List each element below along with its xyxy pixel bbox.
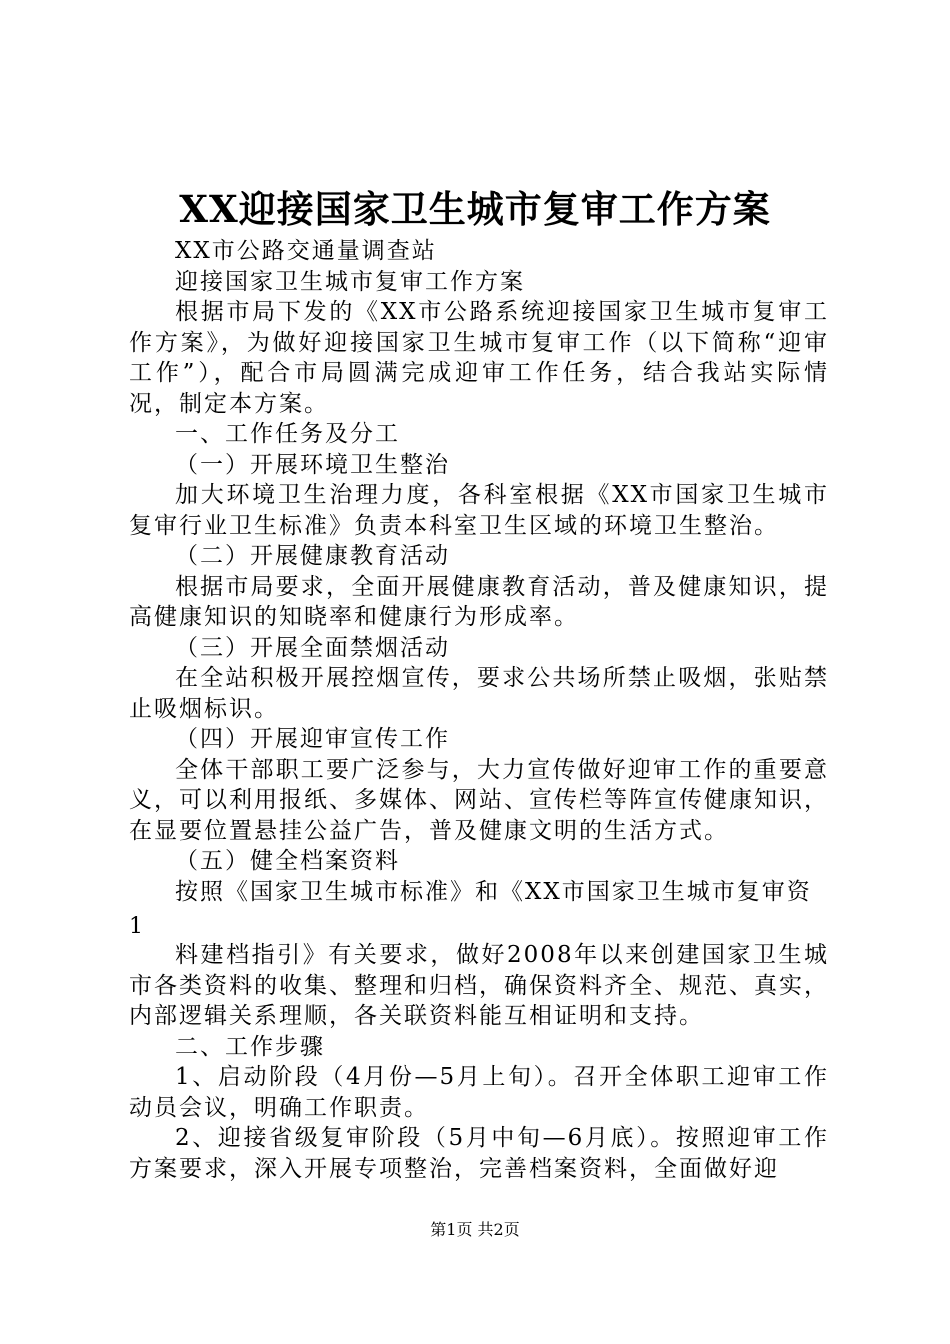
page-footer: 第1页 共2页: [430, 1220, 520, 1239]
paragraph: 在全站积极开展控烟宣传，要求公共场所禁止吸烟，张贴禁止吸烟标识。: [129, 665, 829, 722]
section-heading: 二、工作步骤: [175, 1033, 325, 1060]
inline-page-number: 1: [129, 914, 143, 939]
subsection-heading: （三）开展全面禁烟活动: [175, 634, 450, 661]
body-text-section-1: [129, 236, 829, 907]
paragraph: 按照《国家卫生城市标准》和《XX市国家卫生城市复审资: [175, 878, 812, 905]
section-heading: 一、工作任务及分工: [175, 421, 400, 447]
paragraph: 全体干部职工要广泛参与，大力宣传做好迎审工作的重要意义，可以利用报纸、多媒体、网站、宣传栏等阵宣传健康知识，在显要位置悬挂公益广告，普及健康文明的生活方式。: [129, 756, 829, 844]
subsection-heading: （四）开展迎审宣传工作: [175, 726, 450, 752]
paragraph: 迎接国家卫生城市复审工作方案: [175, 268, 525, 295]
paragraph: 2、迎接省级复审阶段（5月中旬—6月底）。按照迎审工作方案要求，深入开展专项整治，完善档案资料，全面做好迎: [129, 1125, 829, 1182]
paragraph: 料建档指引》有关要求，做好2008年以来创建国家卫生城市各类资料的收集、整理和归档，确保资料齐全、规范、真实，内部逻辑关系理顺，各关联资料能互相证明和支持。: [129, 942, 829, 1029]
subsection-heading: （一）开展环境卫生整治: [175, 451, 450, 478]
paragraph: 根据市局要求，全面开展健康教育活动，普及健康知识，提高健康知识的知晓率和健康行为形成率。: [129, 573, 829, 630]
paragraph: 1、启动阶段（4月份—5月上旬）。召开全体职工迎审工作动员会议，明确工作职责。: [129, 1064, 829, 1121]
paragraph: 加大环境卫生治理力度，各科室根据《XX市国家卫生城市复审行业卫生标准》负责本科室卫生区域的环境卫生整治。: [129, 482, 829, 539]
subsection-heading: （五）健全档案资料: [175, 848, 400, 874]
subsection-heading: （二）开展健康教育活动: [175, 543, 450, 569]
body-text-section-2: [129, 940, 829, 1184]
paragraph: 根据市局下发的《XX市公路系统迎接国家卫生城市复审工作方案》，为做好迎接国家卫生城市复审工作（以下简称“迎审工作”），配合市局圆满完成迎审工作任务，结合我站实际情况，制定本方案。: [129, 299, 829, 417]
paragraph: XX市公路交通量调查站: [175, 238, 437, 264]
document-title: XX迎接国家卫生城市复审工作方案: [179, 187, 771, 231]
